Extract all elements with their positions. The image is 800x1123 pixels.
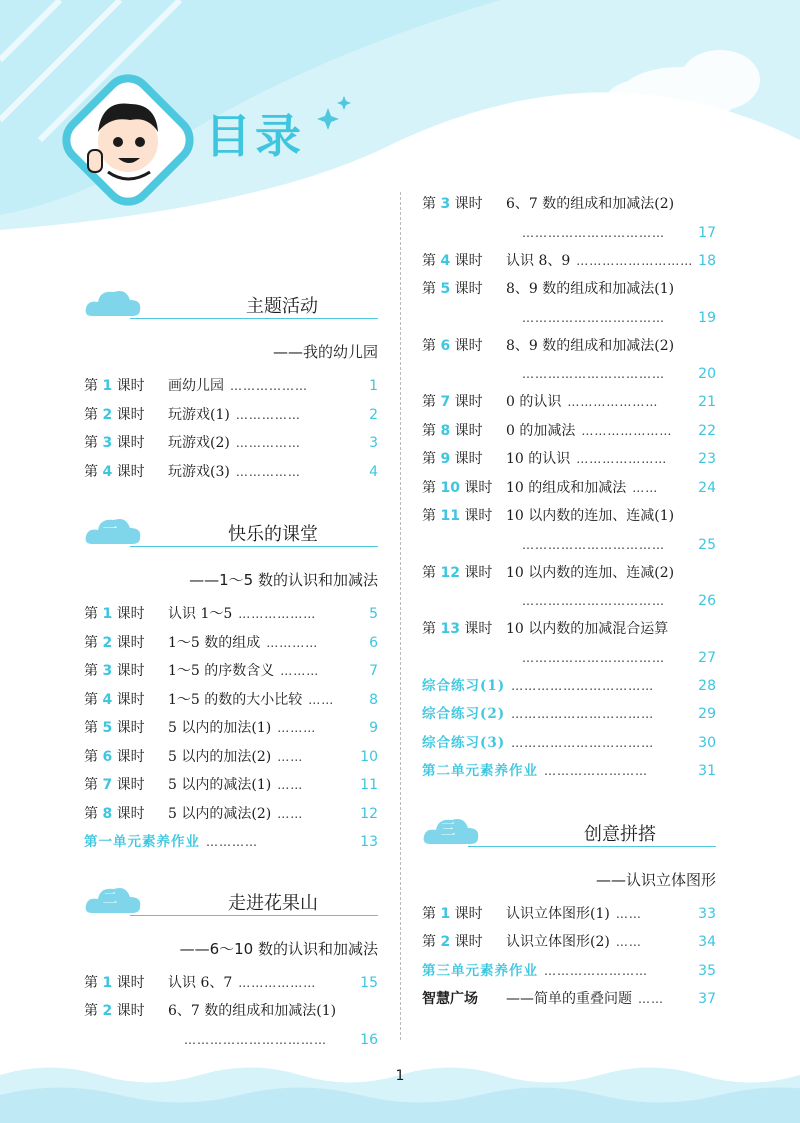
unit-subtitle: ——认识立体图形 [595, 870, 716, 889]
page-ref: 18 [698, 252, 716, 269]
page-ref: 1 [369, 378, 378, 394]
toc-right-column [422, 190, 716, 1014]
toc-entry[interactable]: 第 3 课时 6、7 数的组成和加减法(2) [422, 196, 675, 212]
page-ref: 33 [698, 905, 716, 922]
unit-header [84, 877, 378, 935]
column-divider [400, 192, 401, 1040]
toc-entry-continuation[interactable]: …………………………… 26 [422, 587, 716, 615]
toc-entry[interactable]: 第 7 课时 0 的认识 ………………… 21 [422, 388, 716, 417]
unit-header [84, 280, 378, 338]
toc-entry-continuation[interactable]: …………………………… 27 [422, 644, 716, 672]
toc-entry[interactable]: 第 1 课时 画幼儿园 ……………… 1 [84, 372, 378, 401]
toc-entry[interactable]: 第 4 课时 玩游戏(3) …………… 4 [84, 458, 378, 487]
toc-entry[interactable]: 第 5 课时 5 以内的加法(1) ……… 9 [84, 714, 378, 743]
page-ref: 11 [360, 777, 378, 793]
toc-entry[interactable]: 第 5 课时 8、9 数的组成和加减法(1) [422, 281, 675, 297]
unit-title: 主题活动 [246, 296, 318, 317]
unit-underline [468, 846, 716, 847]
unit-number: 三 [440, 819, 456, 838]
toc-entry[interactable]: 第 6 课时 5 以内的加法(2) …… 10 [84, 743, 378, 772]
page-ref: 19 [698, 309, 716, 326]
toc-entry-practice[interactable]: 综合练习(3) …………………………… 30 [422, 729, 716, 758]
toc-entry[interactable]: 第 2 课时 玩游戏(1) …………… 2 [84, 401, 378, 430]
unit-number: 二 [102, 888, 118, 907]
toc-entry-continuation[interactable]: …………………………… 20 [422, 360, 716, 388]
toc-entry[interactable]: 第 2 课时 6、7 数的组成和加减法(1) [84, 1003, 337, 1019]
unit-subtitle: ——1～5 数的认识和加减法 [189, 571, 378, 589]
toc-entry[interactable]: 第 1 课时 认识立体图形(1) …… 33 [422, 900, 716, 929]
toc-entry-continuation[interactable]: …………………………… 16 [84, 1026, 378, 1054]
toc-entry-practice[interactable]: 第二单元素养作业 …………………… 31 [422, 757, 716, 786]
toc-entry-continuation[interactable]: …………………………… 17 [422, 219, 716, 247]
toc-entry[interactable]: 第 13 课时 10 以内数的加减混合运算 [422, 621, 669, 637]
toc-entry[interactable]: 第 1 课时 认识 1～5 ……………… 5 [84, 600, 378, 629]
unit-header [422, 808, 716, 866]
toc-entry[interactable]: 第 12 课时 10 以内数的连加、连减(2) [422, 564, 675, 581]
page-ref: 28 [698, 677, 716, 694]
page-ref: 15 [360, 974, 378, 991]
unit-header [84, 508, 378, 566]
unit-title: 走进花果山 [228, 892, 318, 914]
toc-entry[interactable]: 第 8 课时 0 的加减法 ………………… 22 [422, 417, 716, 446]
page-title: 目录 [205, 109, 305, 163]
toc-entry[interactable]: 第 4 课时 认识 8、9 ……………………… 18 [422, 247, 716, 276]
toc-entry[interactable]: 第 4 课时 1～5 的数的大小比较 …… 8 [84, 686, 378, 715]
unit-title: 创意拼搭 [584, 823, 656, 845]
page-ref: 29 [698, 706, 716, 722]
page-ref: 34 [698, 934, 716, 950]
toc-entry-practice[interactable]: 综合练习(1) …………………………… 28 [422, 672, 716, 701]
page-ref: 4 [369, 463, 378, 480]
page-ref: 5 [369, 606, 378, 622]
toc-entry[interactable]: 第 11 课时 10 以内数的连加、连减(1) [422, 508, 675, 524]
page-ref: 13 [360, 834, 378, 850]
toc-entry-continuation[interactable]: …………………………… 19 [422, 304, 716, 332]
page-ref: 35 [698, 962, 716, 979]
page-ref: 20 [698, 366, 716, 382]
unit-subtitle: ——6～10 数的认识和加减法 [179, 939, 378, 958]
page-ref: 25 [698, 536, 716, 553]
page-ref: 24 [698, 479, 716, 496]
toc-entry[interactable]: 第 7 课时 5 以内的减法(1) …… 11 [84, 771, 378, 800]
page-ref: 12 [360, 805, 378, 822]
toc-entry-practice[interactable]: 综合练习(2) …………………………… 29 [422, 700, 716, 729]
page-ref: 9 [369, 720, 378, 736]
toc-entry-assignment[interactable]: 第一单元素养作业 ………… 13 [84, 828, 378, 857]
toc-entry-continuation[interactable]: …………………………… 25 [422, 531, 716, 559]
page-ref: 8 [369, 691, 378, 708]
page-ref: 21 [698, 394, 716, 410]
page-number: 1 [395, 1068, 405, 1084]
unit-subtitle: ——我的幼儿园 [272, 343, 378, 361]
unit-underline [130, 915, 378, 916]
page-ref: 10 [360, 748, 378, 765]
unit-underline [130, 318, 378, 319]
page-ref: 17 [698, 224, 716, 241]
mascot-boy-icon [58, 70, 198, 210]
page-ref: 6 [369, 634, 378, 651]
toc-entry[interactable]: 第 10 课时 10 的组成和加减法 …… 24 [422, 474, 716, 503]
unit-title: 快乐的课堂 [228, 524, 318, 545]
toc-left-column [84, 280, 378, 1054]
page-ref: 37 [698, 991, 716, 1007]
toc-entry[interactable]: 第 6 课时 8、9 数的组成和加减法(2) [422, 337, 675, 354]
page-ref: 22 [698, 422, 716, 439]
toc-entry[interactable]: 第 2 课时 认识立体图形(2) …… 34 [422, 928, 716, 957]
page-ref: 16 [360, 1031, 378, 1048]
toc-entry[interactable]: 第 1 课时 认识 6、7 ……………… 15 [84, 969, 378, 998]
toc-entry-wisdom[interactable]: 智慧广场 ——简单的重叠问题 …… 37 [422, 985, 716, 1014]
toc-entry-assignment[interactable]: 第三单元素养作业 …………………… 35 [422, 957, 716, 986]
toc-entry[interactable]: 第 8 课时 5 以内的减法(2) …… 12 [84, 800, 378, 829]
toc-entry[interactable]: 第 2 课时 1～5 数的组成 ………… 6 [84, 629, 378, 658]
toc-entry[interactable]: 第 3 课时 玩游戏(2) …………… 3 [84, 429, 378, 458]
page-ref: 27 [698, 649, 716, 666]
page-ref: 7 [369, 663, 378, 679]
page-ref: 30 [698, 734, 716, 751]
page-ref: 26 [698, 593, 716, 609]
page-ref: 3 [369, 435, 378, 451]
page-ref: 2 [369, 406, 378, 423]
cloud-badge-icon [84, 284, 142, 318]
unit-number: 一 [102, 520, 118, 538]
page-ref: 31 [698, 763, 716, 779]
toc-entry[interactable]: 第 3 课时 1～5 的序数含义 ……… 7 [84, 657, 378, 686]
toc-entry[interactable]: 第 9 课时 10 的认识 ………………… 23 [422, 445, 716, 474]
unit-underline [130, 546, 378, 547]
page-ref: 23 [698, 451, 716, 467]
